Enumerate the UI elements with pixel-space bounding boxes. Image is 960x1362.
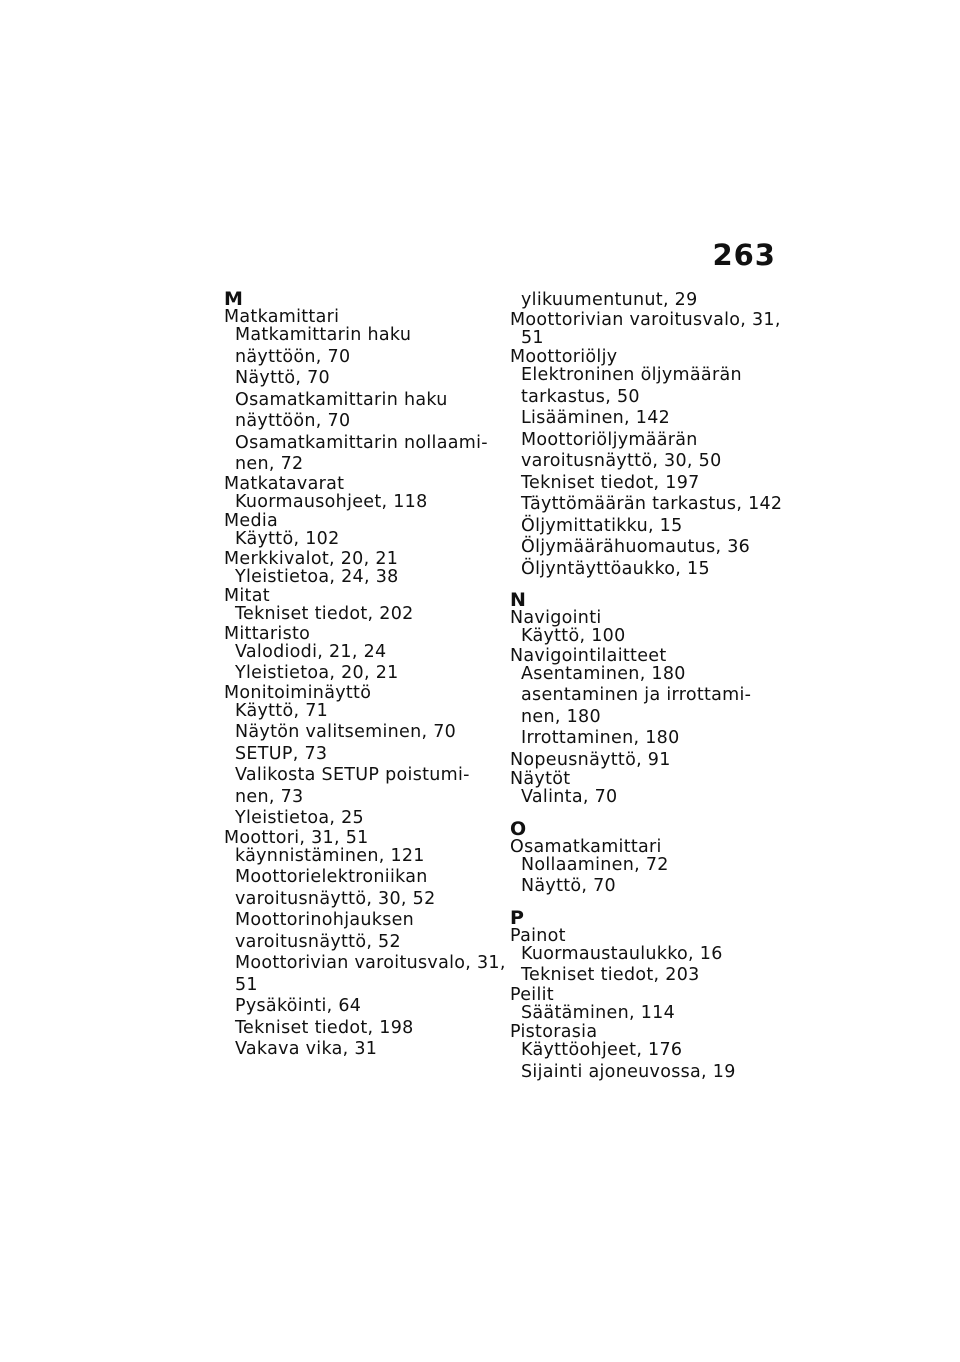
index-subentry: varoitusnäyttö, 30, 52	[235, 888, 436, 909]
index-subentry: ylikuumentunut, 29	[521, 290, 698, 310]
index-subentry: Moottorinohjauksen	[235, 910, 415, 930]
index-subentry: Näyttö, 70	[235, 368, 330, 388]
index-entry: Moottorivian varoitusvalo, 31,	[510, 309, 781, 330]
index-subentry: Irrottaminen, 180	[521, 728, 680, 748]
page-number: 263	[712, 238, 776, 272]
index-subentry: Näytön valitseminen, 70	[235, 722, 457, 742]
index-subentry: Yleistietoa, 24, 38	[235, 566, 399, 587]
index-subentry: Käyttö, 71	[235, 700, 329, 721]
index-subentry: näyttöön, 70	[235, 411, 351, 431]
index-subentry: SETUP, 73	[235, 743, 328, 764]
index-subentry: Tekniset tiedot, 202	[235, 604, 414, 624]
index-entry: Peilit	[510, 984, 554, 1005]
index-subentry: Vakava vika, 31	[235, 1039, 378, 1059]
index-subentry: Yleistietoa, 25	[235, 808, 364, 828]
index-letter-heading: N	[510, 589, 527, 611]
index-subentry: nen, 72	[235, 454, 304, 474]
index-subentry: Elektroninen öljymäärän	[521, 365, 742, 385]
index-entry: Media	[224, 511, 279, 531]
index-subentry: Täyttömäärän tarkastus, 142	[521, 494, 783, 514]
index-subentry: Valikosta SETUP poistumi-	[235, 765, 470, 785]
index-entry: Painot	[510, 925, 566, 946]
index-subentry: Säätäminen, 114	[521, 1002, 676, 1023]
index-subentry: Tekniset tiedot, 197	[521, 472, 700, 493]
index-entry: Osamatkamittari	[510, 836, 662, 857]
index-subentry: varoitusnäyttö, 30, 50	[521, 451, 722, 471]
index-column-left	[224, 288, 506, 1061]
index-subentry: Tekniset tiedot, 203	[521, 965, 700, 985]
index-subentry: Osamatkamittarin haku	[235, 389, 448, 410]
index-entry: Moottori, 31, 51	[224, 827, 369, 848]
index-subentry: Sijainti ajoneuvossa, 19	[521, 1061, 736, 1082]
index-subentry: Valinta, 70	[521, 787, 618, 807]
index-subentry: Kuormaustaulukko, 16	[521, 943, 723, 964]
index-entry: Monitoiminäyttö	[224, 682, 372, 703]
index-subentry: Käyttö, 100	[521, 626, 626, 646]
index-entry: Mitat	[224, 586, 270, 606]
index-letter-heading: M	[224, 288, 244, 310]
index-entry: Matkatavarat	[224, 473, 345, 494]
index-entry: Navigointi	[510, 608, 602, 628]
index-subentry: Tekniset tiedot, 198	[235, 1017, 414, 1038]
index-subentry: Käyttö, 102	[235, 529, 340, 549]
index-entry: Nopeusnäyttö, 91	[510, 749, 671, 770]
index-subentry: Nollaaminen, 72	[521, 854, 669, 875]
index-subentry: Moottorivian varoitusvalo, 31,	[235, 953, 506, 973]
index-column-right	[510, 290, 783, 1083]
index-subentry: Lisääminen, 142	[521, 408, 671, 428]
index-subentry: Moottorielektroniikan	[235, 867, 428, 887]
index-subentry: 51	[521, 327, 544, 348]
index-subentry: Öljyntäyttöaukko, 15	[521, 558, 710, 579]
index-entry: Merkkivalot, 20, 21	[224, 548, 399, 569]
index-entry: Matkamittari	[224, 307, 340, 327]
index-subentry: Öljymäärähuomautus, 36	[521, 537, 751, 557]
index-subentry: Osamatkamittarin nollaami-	[235, 432, 488, 453]
index-entry: Pistorasia	[510, 1022, 598, 1042]
index-entry: Näytöt	[510, 769, 571, 789]
index-entry: Navigointilaitteet	[510, 645, 667, 666]
index-entry: Moottoriöljy	[510, 347, 618, 367]
index-letter-heading: P	[510, 906, 525, 929]
index-subentry: tarkastus, 50	[521, 386, 640, 407]
index-subentry: Näyttö, 70	[521, 876, 616, 896]
index-subentry: nen, 73	[235, 786, 304, 807]
index-subentry: Yleistietoa, 20, 21	[235, 663, 399, 683]
index-subentry: 51	[235, 974, 258, 995]
index-subentry: Matkamittarin haku	[235, 325, 412, 345]
index-subentry: Moottoriöljymäärän	[521, 429, 698, 450]
index-subentry: Öljymittatikku, 15	[521, 515, 683, 536]
index-subentry: asentaminen ja irrottami-	[521, 685, 752, 705]
index-subentry: näyttöön, 70	[235, 346, 351, 367]
index-subentry: Kuormausohjeet, 118	[235, 491, 428, 512]
index-subentry: nen, 180	[521, 706, 601, 727]
index-subentry: Käyttöohjeet, 176	[521, 1040, 683, 1060]
index-subentry: Asentaminen, 180	[521, 663, 686, 684]
index-entry: Mittaristo	[224, 623, 311, 644]
index-subentry: käynnistäminen, 121	[235, 845, 425, 866]
index-letter-heading: O	[510, 817, 527, 840]
index-subentry: Valodiodi, 21, 24	[235, 641, 387, 662]
index-subentry: varoitusnäyttö, 52	[235, 931, 401, 952]
index-subentry: Pysäköinti, 64	[235, 996, 362, 1016]
